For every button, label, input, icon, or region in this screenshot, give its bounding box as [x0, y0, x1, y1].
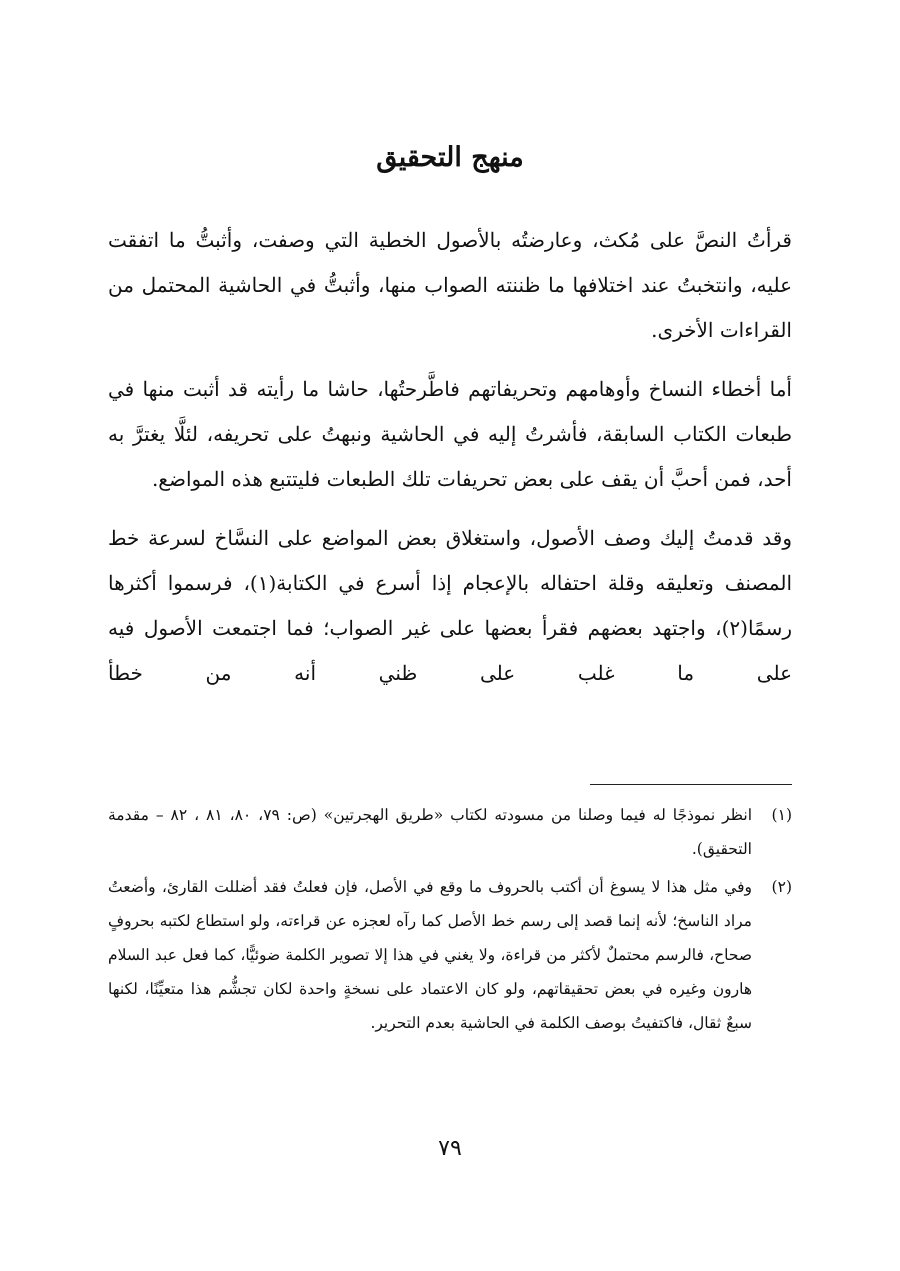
footnotes [108, 798, 792, 1044]
footnote-text: انظر نموذجًا له فيما وصلنا من مسودته لكتاب «طريق الهجرتين» (ص: ٧٩، ٨٠، ٨١ ، ٨٢ – مقدمة التحقيق). [108, 806, 753, 858]
main-text [108, 218, 792, 710]
footnote-number: (٢) [771, 878, 792, 896]
footnote-2 [108, 870, 792, 1040]
footnote-text: وفي مثل هذا لا يسوغ أن أكتب بالحروف ما وقع في الأصل، فإن فعلتُ فقد أضللت القارئ، وأضعتُ مراد الناسخ؛ لأنه إنما قصد إلى رسم خط الأصل كما رآه لعجزه عن قراءته، ولو استطاع لكتبه بحروفٍ صحاح، فالرسم محتملٌ لأكثر من قراءة، ولا يغني في هذا إلا تصوير الكلمة ضوئيًّا، كما فعل عبد السلام هارون وغيره في بعض تحقيقاتهم، ولو كان الاعتماد على نسخةٍ واحدة لكان تجشُّم هذا متعيِّنًا، لكنها سبعٌ ثقال، فاكتفيتُ بوصف الكلمة في الحاشية بعدم التحرير. [108, 878, 752, 1032]
page-number: ٧٩ [438, 1136, 462, 1161]
page-title: منهج التحقيق [376, 142, 524, 173]
paragraph-3: وقد قدمتُ إليك وصف الأصول، واستغلاق بعض المواضع على النسَّاخ لسرعة خط المصنف وتعليقه وقلة احتفاله بالإعجام إذا أسرع في الكتابة(١)، فرسموا أكثرها رسمًا(٢)، واجتهد بعضهم فقرأ بعضها على غير الصواب؛ فما اجتمعت الأصول فيه على ما غلب على ظني أنه من خطأ [108, 526, 793, 685]
paragraph-2: أما أخطاء النساخ وأوهامهم وتحريفاتهم فاطَّرحتُها، حاشا ما رأيته قد أثبت منها في طبعات الكتاب السابقة، فأشرتُ إليه في الحاشية ونبهتُ على تحريفه، لئلَّا يغترَّ به أحد، فمن أحبَّ أن يقف على بعض تحريفات تلك الطبعات فليتتبع هذه المواضع. [108, 377, 792, 491]
footnote-divider [590, 784, 792, 785]
footnote-1 [108, 798, 792, 866]
footnote-number: (١) [771, 806, 792, 824]
paragraph-1: قرأتُ النصَّ على مُكث، وعارضتُه بالأصول الخطية التي وصفت، وأثبتُّ ما اتفقت عليه، وانتخبتُ عند اختلافها ما ظننته الصواب منها، وأثبتُّ في الحاشية المحتمل من القراءات الأخرى. [108, 228, 792, 342]
